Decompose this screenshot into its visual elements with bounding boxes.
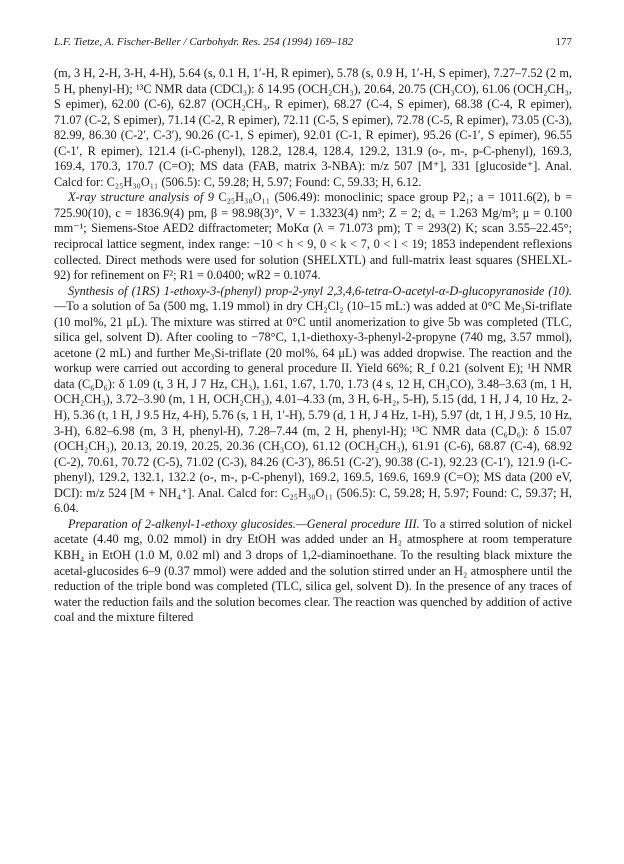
paragraph-lead: Synthesis of (1RS) 1-ethoxy-3-(phenyl) prop-2-ynyl 2,3,4,6-tetra-O-acetyl-α-D-glucopyranoside (10).: [68, 283, 572, 298]
page-header: [54, 36, 572, 54]
paragraph-procedure-iii: [54, 517, 572, 626]
paragraph-text: To a stirred solution of nickel acetate (4.40 mg, 0.02 mmol) in dry EtOH was added under an H₂ atmosphere at room temperature KBH₄ in EtOH (1.0 M, 0.02 ml) and 3 drops of 1,2-diaminoethane. To the resulting black mixture the acetal-glucosides 6–9 (0.37 mmol) were added and the solution stirred under an H₂ atmosphere until the reduction of the triple bond was completed (TLC, silica gel, solvent D). In the presence of any traces of water the reduction fails and the solution becomes clear. The reaction was quenched by addition of active coal and the mixture filtered: [54, 516, 572, 625]
page-number: 177: [555, 36, 572, 48]
paragraph-synthesis-10: [54, 284, 572, 517]
paragraph-lead: Preparation of 2-alkenyl-1-ethoxy glucosides.—General procedure III.: [68, 516, 420, 531]
running-title: L.F. Tietze, A. Fischer-Beller / Carbohydr. Res. 254 (1994) 169–182: [54, 36, 354, 48]
paragraph-xray-analysis: [54, 190, 572, 283]
paragraph-nmr-continuation: [54, 66, 572, 190]
body-text: [54, 66, 572, 626]
paragraph-text: (m, 3 H, 2-H, 3-H, 4-H), 5.64 (s, 0.1 H, 1′-H, R epimer), 5.78 (s, 0.9 H, 1′-H, S epimer), 7.27–7.52 (2 m, 5 H, phenyl-H); ¹³C NMR data (CDCl₃): δ 14.95 (OCH₂CH₃), 20.64, 20.75 (CH₃CO), 61.06 (OCH₂CH₃, S epimer), 62.00 (C-6), 62.87 (OCH₂CH₃, R epimer), 68.27 (C-4, S epimer), 68.38 (C-4, R epimer), 71.07 (C-2, S epimer), 71.14 (C-2, R epimer), 72.11 (C-5, S epimer), 72.78 (C-5, R epimer), 73.05 (C-3), 82.99, 86.30 (C-2′, C-3′), 90.26 (C-1, S epimer), 92.01 (C-1, R epimer), 95.26 (C-1′, S epimer), 96.55 (C-1′, R epimer), 121.4 (i-C-phenyl), 128.2, 128.4, 128.4, 129.2, 131.9 (o-, m-, p-C-phenyl), 169.3, 169.4, 170.3, 170.7 (C=O); MS data (FAB, matrix 3-NBA): m/z 507 [M⁺], 331 [glucoside⁺]. Anal. Calcd for: C₂₅H₃₀O₁₁ (506.5): C, 59.28; H, 5.97; Found: C, 59.33; H, 6.12.: [54, 66, 572, 189]
paragraph-lead: X-ray structure analysis of 9: [68, 190, 214, 205]
paragraph-text: C₂₅H₃₀O₁₁ (506.49): monoclinic; space group P2₁; a = 1011.6(2), b = 725.90(10), c = 1836.9(4) pm, β = 98.98(3)°, V = 1.3323(4) nm³; Z = 2; dₓ = 1.263 Mg/m³; μ = 0.100 mm⁻¹; Siemens-Stoe AED2 diffractometer; MoKα (λ = 71.073 pm); T = 293(2) K; scan 3.55–22.45°; reciprocal lattice segment, index range: −10 < h < 9, 0 < k < 7, 0 < l < 19; 1853 independent reflexions collected. Direct methods were used for solution (SHELXTL) and full-matrix least squares (SHELXL-92) for refinement on F²; R1 = 0.0400; wR2 = 0.1074.: [54, 190, 572, 283]
paragraph-text: —To a solution of 5a (500 mg, 1.19 mmol) in dry CH₂Cl₂ (10–15 mL:) was added at 0°C Me₃Si-triflate (10 mol%, 21 μL). The mixture was stirred at 0°C until anomerization to give 5b was completed (TLC, silica gel, solvent D). After cooling to −78°C, 1,1-diethoxy-3-phenyl-2-propyne (740 mg, 3.57 mmol), acetone (2 mL) and further Me₃Si-triflate (20 mol%, 64 μL) was added dropwise. The reaction and the workup were carried out according to general procedure II. Yield 66%; R_f 0.21 (solvent E); ¹H NMR data (C₆D₆): δ 1.09 (t, 3 H, J 7 Hz, CH₃), 1.61, 1.67, 1.70, 1.73 (4 s, 12 H, CH₃CO), 3.48–3.63 (m, 1 H, OCH₂CH₃), 3.72–3.90 (m, 1 H, OCH₂CH₃), 4.01–4.33 (m, 3 H, 6-H₂, 5-H), 5.15 (dd, 1 H, J 4, 10 Hz, 2-H), 5.36 (t, 1 H, J 9.5 Hz, 4-H), 5.76 (s, 1 H, 1′-H), 5.79 (d, 1 H, J 4 Hz, 1-H), 5.97 (dt, 1 H, J 9.5, 10 Hz, 3-H), 6.82–6.98 (m, 3 H, phenyl-H), 7.28–7.44 (m, 2 H, phenyl-H); ¹³C NMR data (C₆D₆): δ 15.07 (OCH₂CH₃), 20.13, 20.19, 20.25, 20.36 (CH₃CO), 61.12 (OCH₂CH₃), 61.91 (C-6), 68.87 (C-4), 68.92 (C-2), 70.61, 70.72 (C-5), 71.02 (C-3), 84.26 (C-3′), 86.51 (C-2′), 90.38 (C-1), 92.23 (C-1′), 121.9 (i-C-phenyl), 129.2, 132.1, 132.2 (o-, m-, p-C-phenyl), 169.2, 169.5, 169.6, 169.9 (C=O); MS data (200 eV, DCI): m/z 524 [M + NH₄⁺]. Anal. Calcd for: C₂₅H₃₀O₁₁ (506.5): C, 59.28; H, 5.97; Found: C, 59.37; H, 6.04.: [54, 299, 572, 516]
